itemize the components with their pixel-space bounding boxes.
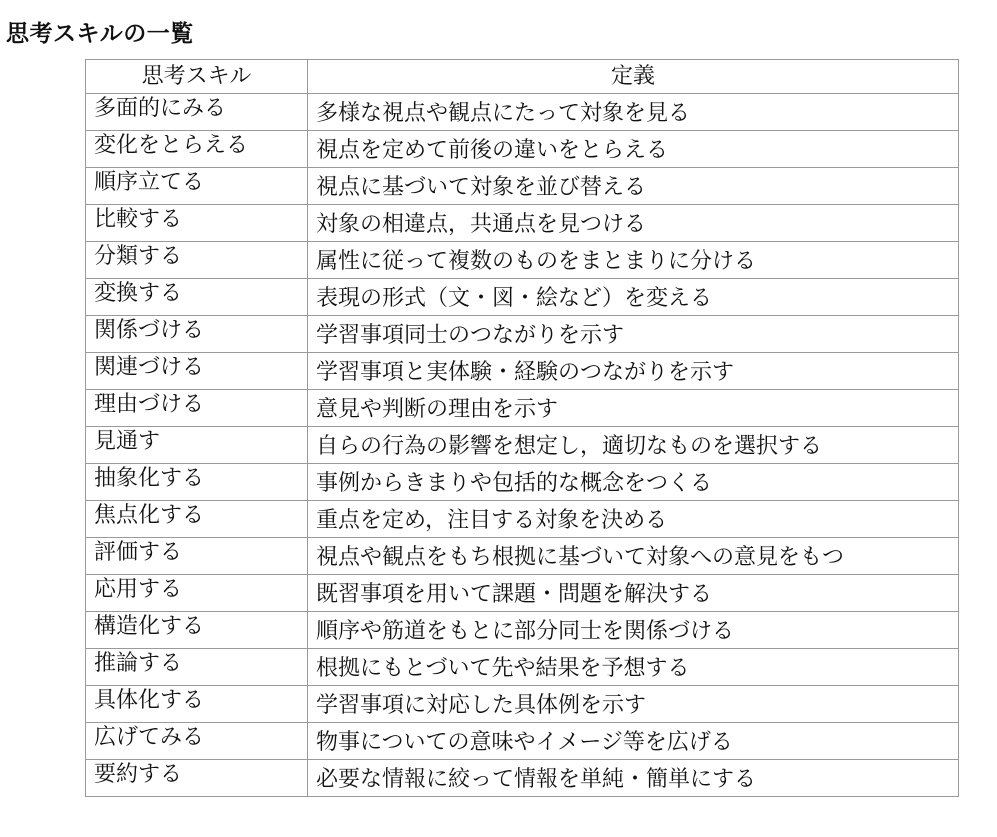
definition-cell: 事例からきまりや包括的な概念をつくる [308, 464, 959, 501]
skill-cell: 分類する [86, 242, 308, 279]
definition-cell: 視点を定めて前後の違いをとらえる [308, 131, 959, 168]
skill-cell: 具体化する [86, 686, 308, 723]
definition-cell: 自らの行為の影響を想定し，適切なものを選択する [308, 427, 959, 464]
skill-cell: 比較する [86, 205, 308, 242]
definition-cell: 物事についての意味やイメージ等を広げる [308, 723, 959, 760]
skill-cell: 多面的にみる [86, 94, 308, 131]
definition-cell: 視点や観点をもち根拠に基づいて対象への意見をもつ [308, 538, 959, 575]
definition-cell: 属性に従って複数のものをまとまりに分ける [308, 242, 959, 279]
header-skill: 思考スキル [86, 60, 308, 94]
table-row [86, 501, 959, 538]
skill-cell: 変換する [86, 279, 308, 316]
definition-cell: 学習事項に対応した具体例を示す [308, 686, 959, 723]
table-row [86, 612, 959, 649]
table-row [86, 464, 959, 501]
definition-cell: 学習事項同士のつながりを示す [308, 316, 959, 353]
definition-cell: 表現の形式（文・図・絵など）を変える [308, 279, 959, 316]
header-definition: 定義 [308, 60, 959, 94]
skill-cell: 評価する [86, 538, 308, 575]
definition-cell: 既習事項を用いて課題・問題を解決する [308, 575, 959, 612]
table-row [86, 242, 959, 279]
table-row [86, 205, 959, 242]
table-header [86, 60, 959, 94]
definition-cell: 対象の相違点，共通点を見つける [308, 205, 959, 242]
table-row [86, 649, 959, 686]
definition-cell: 意見や判断の理由を示す [308, 390, 959, 427]
table-row [86, 279, 959, 316]
page-title: 思考スキルの一覧 [6, 21, 194, 47]
table-row [86, 686, 959, 723]
skill-cell: 抽象化する [86, 464, 308, 501]
table-row [86, 575, 959, 612]
skill-cell: 構造化する [86, 612, 308, 649]
definition-cell: 必要な情報に絞って情報を単純・簡単にする [308, 760, 959, 797]
table-row [86, 390, 959, 427]
table-row [86, 316, 959, 353]
skill-cell: 関連づける [86, 353, 308, 390]
skill-cell: 順序立てる [86, 168, 308, 205]
definition-cell: 多様な視点や観点にたって対象を見る [308, 94, 959, 131]
skill-cell: 関係づける [86, 316, 308, 353]
table-row [86, 131, 959, 168]
table-row [86, 94, 959, 131]
definition-cell: 視点に基づいて対象を並び替える [308, 168, 959, 205]
table-row [86, 168, 959, 205]
table-row [86, 353, 959, 390]
definition-cell: 根拠にもとづいて先や結果を予想する [308, 649, 959, 686]
table-row [86, 427, 959, 464]
skill-cell: 広げてみる [86, 723, 308, 760]
definition-cell: 重点を定め，注目する対象を決める [308, 501, 959, 538]
skill-cell: 見通す [86, 427, 308, 464]
thinking-skills-table [85, 59, 959, 797]
header-row [86, 60, 959, 94]
skill-cell: 変化をとらえる [86, 131, 308, 168]
table-row [86, 760, 959, 797]
table-row [86, 538, 959, 575]
skill-cell: 理由づける [86, 390, 308, 427]
definition-cell: 学習事項と実体験・経験のつながりを示す [308, 353, 959, 390]
skill-cell: 焦点化する [86, 501, 308, 538]
skill-cell: 応用する [86, 575, 308, 612]
skill-cell: 要約する [86, 760, 308, 797]
definition-cell: 順序や筋道をもとに部分同士を関係づける [308, 612, 959, 649]
table-row [86, 723, 959, 760]
table-body [86, 94, 959, 797]
skill-cell: 推論する [86, 649, 308, 686]
